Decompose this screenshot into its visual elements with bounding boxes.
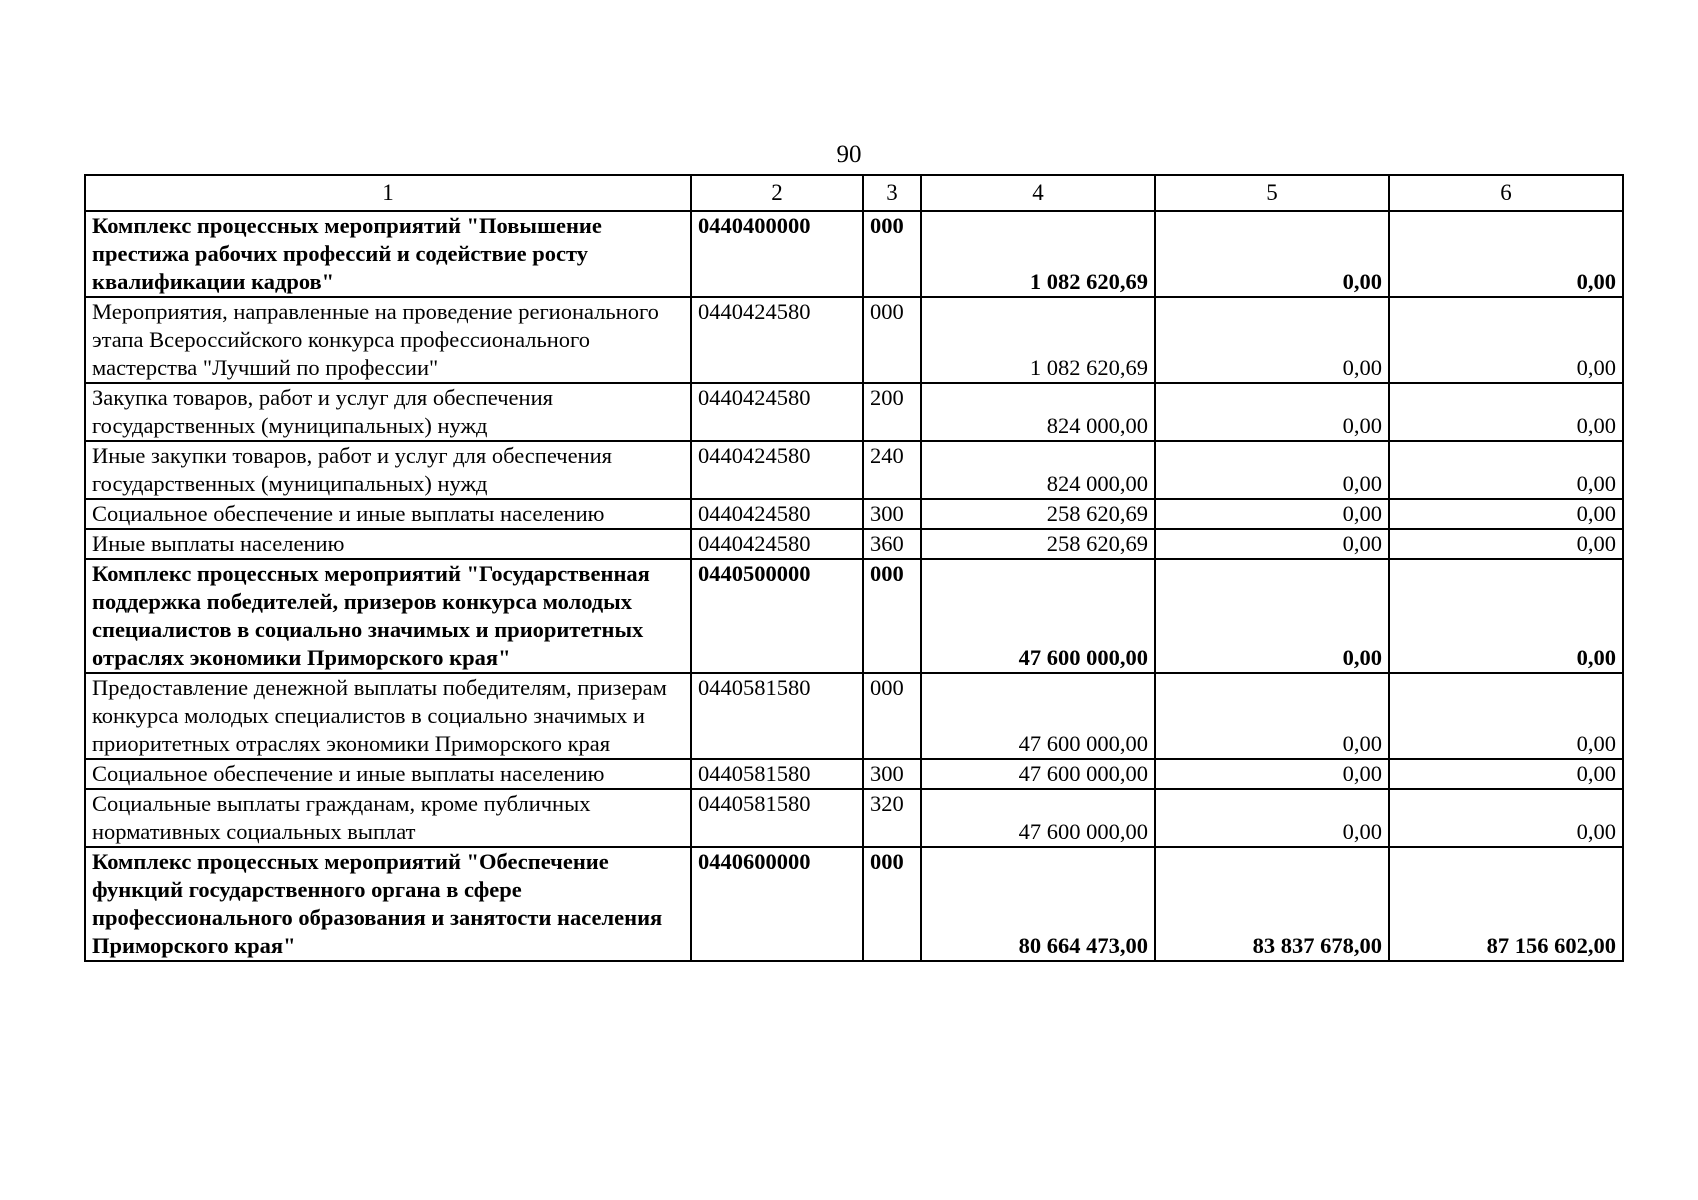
row-type-cell: 320 (863, 789, 921, 847)
page-number: 90 (836, 141, 862, 168)
table-row (85, 529, 1623, 559)
table-header-row (85, 175, 1623, 211)
row-name-cell: Социальные выплаты гражданам, кроме публичных нормативных социальных выплат (85, 789, 691, 847)
row-value-col6: 0,00 (1389, 211, 1623, 297)
row-name-cell: Социальное обеспечение и иные выплаты населению (85, 759, 691, 789)
row-code-cell: 0440581580 (691, 759, 863, 789)
row-value-col6: 0,00 (1389, 297, 1623, 383)
row-value-col6: 0,00 (1389, 759, 1623, 789)
column-header: 6 (1389, 175, 1623, 211)
row-code-cell: 0440424580 (691, 529, 863, 559)
row-name-cell: Предоставление денежной выплаты победителям, призерам конкурса молодых специалистов в социально значимых и приоритетных отраслях экономики Приморского края (85, 673, 691, 759)
row-value-col4: 824 000,00 (921, 441, 1155, 499)
column-header: 4 (921, 175, 1155, 211)
column-header: 5 (1155, 175, 1389, 211)
row-name-cell: Мероприятия, направленные на проведение регионального этапа Всероссийского конкурса профессионального мастерства "Лучший по профессии" (85, 297, 691, 383)
row-code-cell: 0440500000 (691, 559, 863, 673)
table-row (85, 759, 1623, 789)
row-name-cell: Комплекс процессных мероприятий "Повышение престижа рабочих профессий и содействие росту квалификации кадров" (85, 211, 691, 297)
row-value-col5: 0,00 (1155, 559, 1389, 673)
row-value-col4: 47 600 000,00 (921, 673, 1155, 759)
row-value-col5: 0,00 (1155, 673, 1389, 759)
row-type-cell: 300 (863, 759, 921, 789)
row-value-col4: 80 664 473,00 (921, 847, 1155, 961)
column-header: 1 (85, 175, 691, 211)
row-type-cell: 300 (863, 499, 921, 529)
row-type-cell: 000 (863, 673, 921, 759)
row-name-cell: Иные выплаты населению (85, 529, 691, 559)
row-code-cell: 0440400000 (691, 211, 863, 297)
row-value-col6: 0,00 (1389, 441, 1623, 499)
row-code-cell: 0440600000 (691, 847, 863, 961)
row-value-col4: 47 600 000,00 (921, 789, 1155, 847)
row-value-col4: 258 620,69 (921, 499, 1155, 529)
row-type-cell: 000 (863, 847, 921, 961)
row-type-cell: 000 (863, 211, 921, 297)
row-type-cell: 240 (863, 441, 921, 499)
row-value-col4: 1 082 620,69 (921, 297, 1155, 383)
row-name-cell: Комплекс процессных мероприятий "Обеспечение функций государственного органа в сфере профессионального образования и занятости населения Приморского края" (85, 847, 691, 961)
row-value-col6: 0,00 (1389, 383, 1623, 441)
row-value-col5: 0,00 (1155, 529, 1389, 559)
row-name-cell: Иные закупки товаров, работ и услуг для обеспечения государственных (муниципальных) нужд (85, 441, 691, 499)
row-code-cell: 0440424580 (691, 383, 863, 441)
row-value-col4: 47 600 000,00 (921, 759, 1155, 789)
row-value-col6: 0,00 (1389, 673, 1623, 759)
row-value-col6: 0,00 (1389, 559, 1623, 673)
row-type-cell: 360 (863, 529, 921, 559)
row-value-col4: 1 082 620,69 (921, 211, 1155, 297)
row-value-col4: 258 620,69 (921, 529, 1155, 559)
table-row (85, 847, 1623, 961)
row-code-cell: 0440424580 (691, 441, 863, 499)
table-row (85, 383, 1623, 441)
budget-table-body (85, 175, 1623, 961)
budget-table (84, 174, 1624, 962)
table-row (85, 499, 1623, 529)
column-header: 2 (691, 175, 863, 211)
row-value-col5: 0,00 (1155, 789, 1389, 847)
column-header: 3 (863, 175, 921, 211)
table-row (85, 441, 1623, 499)
row-value-col5: 83 837 678,00 (1155, 847, 1389, 961)
row-value-col4: 824 000,00 (921, 383, 1155, 441)
row-value-col5: 0,00 (1155, 759, 1389, 789)
table-row (85, 559, 1623, 673)
row-value-col6: 0,00 (1389, 789, 1623, 847)
row-code-cell: 0440424580 (691, 499, 863, 529)
row-value-col6: 0,00 (1389, 499, 1623, 529)
row-value-col5: 0,00 (1155, 211, 1389, 297)
row-value-col4: 47 600 000,00 (921, 559, 1155, 673)
row-value-col5: 0,00 (1155, 297, 1389, 383)
row-code-cell: 0440581580 (691, 789, 863, 847)
table-row (85, 673, 1623, 759)
table-row (85, 211, 1623, 297)
row-code-cell: 0440581580 (691, 673, 863, 759)
table-row (85, 789, 1623, 847)
row-type-cell: 200 (863, 383, 921, 441)
row-value-col6: 0,00 (1389, 529, 1623, 559)
row-value-col5: 0,00 (1155, 499, 1389, 529)
row-value-col5: 0,00 (1155, 441, 1389, 499)
row-value-col5: 0,00 (1155, 383, 1389, 441)
table-row (85, 297, 1623, 383)
row-name-cell: Закупка товаров, работ и услуг для обеспечения государственных (муниципальных) нужд (85, 383, 691, 441)
row-code-cell: 0440424580 (691, 297, 863, 383)
row-value-col6: 87 156 602,00 (1389, 847, 1623, 961)
row-name-cell: Комплекс процессных мероприятий "Государственная поддержка победителей, призеров конкурса молодых специалистов в социально значимых и приоритетных отраслях экономики Приморского края" (85, 559, 691, 673)
row-name-cell: Социальное обеспечение и иные выплаты населению (85, 499, 691, 529)
row-type-cell: 000 (863, 297, 921, 383)
row-type-cell: 000 (863, 559, 921, 673)
